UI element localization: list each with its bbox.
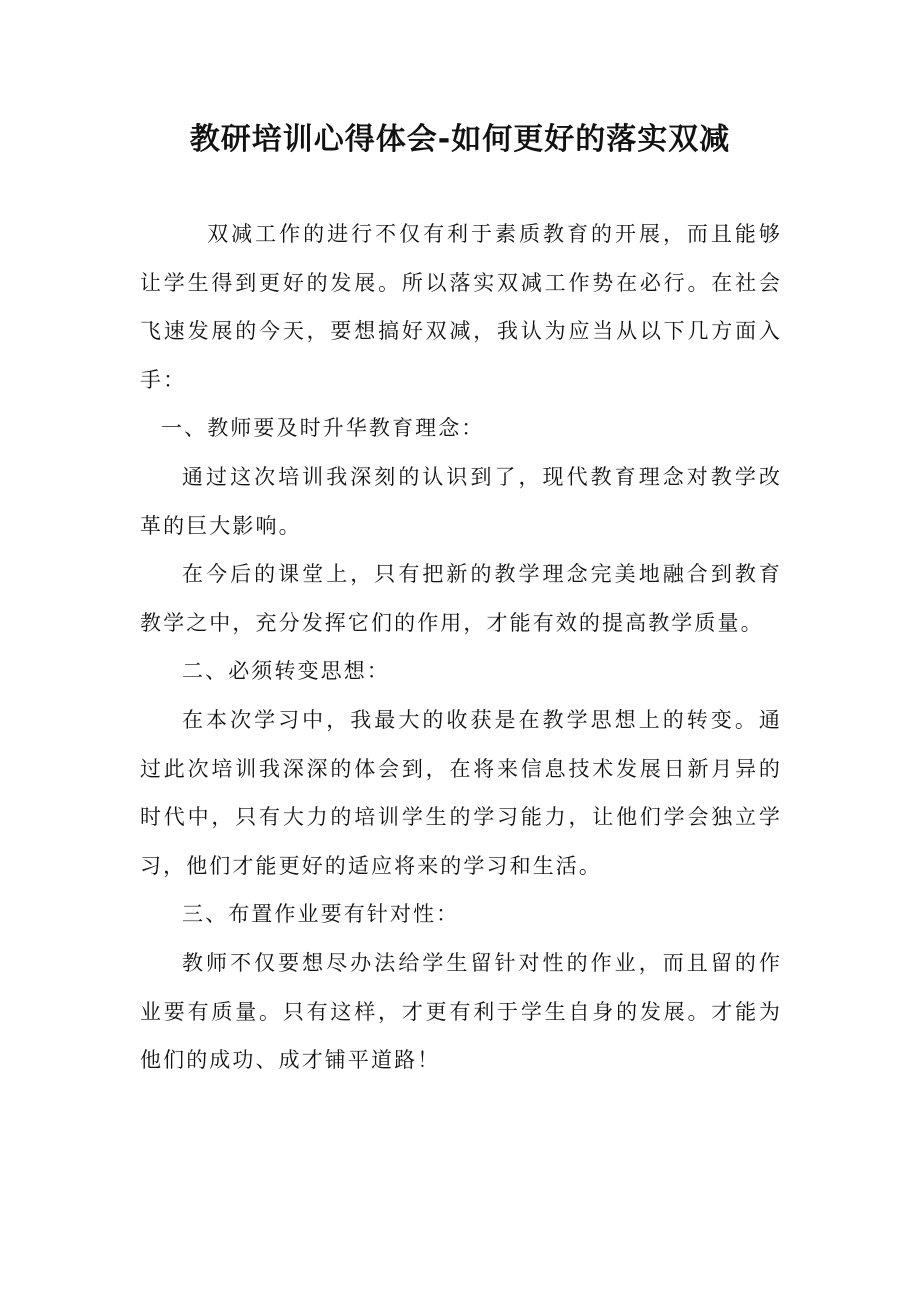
section-heading-2: 二、必须转变思想： <box>182 659 390 684</box>
section-1-paragraph-1: 通过这次培训我深刻的认识到了，现代教育理念对教学改革的巨大影响。 <box>140 464 782 538</box>
section-1-paragraph-2: 在今后的课堂上，只有把新的教学理念完美地融合到教育教学之中，充分发挥它们的作用，才能有效的提高教学质量。 <box>140 562 782 635</box>
section-2-paragraph: 在本次学习中，我最大的收获是在教学思想上的转变。通过此次培训我深深的体会到，在将来信息技术发展日新月异的时代中，只有大力的培训学生的学习能力，让他们学会独立学习，他们才能更好的适应将来的学习和生活。 <box>140 707 782 878</box>
intro-paragraph: 双减工作的进行不仅有利于素质教育的开展，而且能够让学生得到更好的发展。所以落实双减工作势在必行。在社会飞速发展的今天，要想搞好双减，我认为应当从以下几方面入手： <box>140 222 782 392</box>
section-heading-3: 三、布置作业要有针对性： <box>182 902 460 927</box>
section-3-paragraph: 教师不仅要想尽办法给学生留针对性的作业，而且留的作业要有质量。只有这样，才更有利于学生自身的发展。才能为他们的成功、成才铺平道路！ <box>140 950 782 1073</box>
document-body <box>140 210 782 1085</box>
document-title: 教研培训心得体会-如何更好的落实双减 <box>189 122 731 157</box>
section-heading-1: 一、教师要及时升华教育理念： <box>161 416 485 441</box>
